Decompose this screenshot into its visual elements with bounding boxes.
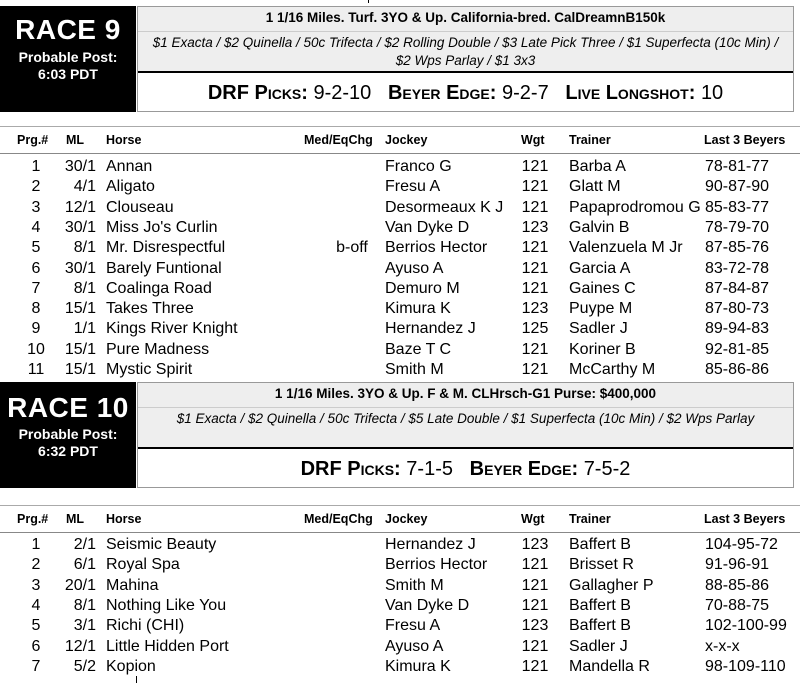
race10-info-box [137,382,794,488]
race9-post-label: Probable Post: [18,49,118,65]
cell-ml: 3/1 [73,617,96,635]
col-beyers: Last 3 Beyers [704,133,786,147]
cell-prg: 8 [31,300,41,318]
cell-ml: 8/1 [73,239,96,257]
cell-horse: Kopion [106,657,156,675]
cell-prg: 7 [31,657,41,675]
cell-wgt: 121 [521,198,549,216]
cell-beyers: 87-85-76 [705,239,770,257]
top-rule [368,0,369,3]
cell-jockey: Fresu A [385,178,441,196]
cell-horse: Mystic Spirit [106,361,193,378]
cell-prg: 4 [31,218,41,236]
cell-trainer: Gaines C [569,279,636,297]
cell-trainer: Mandella R [569,657,650,675]
cell-wgt: 121 [521,158,549,175]
cell-wgt: 121 [521,340,549,358]
cell-prg: 7 [31,279,41,297]
table-row [0,218,800,238]
cell-prg: 10 [27,340,45,358]
race10-header [0,382,800,488]
race10-post-time: 6:32 PDT [38,443,98,459]
cell-trainer: Galvin B [569,218,630,236]
cell-prg: 1 [31,536,41,553]
table-row [0,616,800,636]
col-ml: ML [66,512,85,526]
cell-wgt: 121 [521,361,549,378]
table-row [0,299,800,319]
cell-horse: Barely Funtional [106,259,222,277]
cell-jockey: Van Dyke D [385,218,470,236]
race9-post-time: 6:03 PDT [38,66,98,82]
race10-title-block [0,382,136,488]
cell-jockey: Kimura K [385,657,451,675]
cell-wgt: 123 [521,300,549,318]
race9-longshot: 10 [700,82,724,104]
cell-horse: Aligato [106,178,155,196]
race9-title-block [0,6,136,112]
col-horse: Horse [106,133,142,147]
race10-conditions: 1 1/16 Miles. 3YO & Up. F & M. CLHrsch-G1 Purse: $400,000 [138,383,793,408]
cell-wgt: 121 [521,178,549,196]
table-row [0,555,800,575]
col-ml: ML [66,133,85,147]
cell-jockey: Smith M [385,576,444,594]
cell-horse: Takes Three [106,300,194,318]
cell-jockey: Smith M [385,361,444,378]
cell-ml: 5/2 [73,657,96,675]
bottom-rule [136,676,137,683]
cell-beyers: 87-84-87 [705,279,770,297]
cell-trainer: McCarthy M [569,361,656,378]
table-row [0,259,800,279]
cell-trainer: Papaprodromou G [569,198,701,216]
cell-ml: 30/1 [64,158,96,175]
cell-horse: Clouseau [106,198,174,216]
cell-wgt: 121 [521,259,549,277]
race9-wagers: $1 Exacta / $2 Quinella / 50c Trifecta / $2 Rolling Double / $3 Late Pick Three / $1 Superfecta (10c Min) / $2 Wps Parlay / $1 3x3 [138,32,793,74]
cell-trainer: Sadler J [569,320,628,338]
cell-trainer: Brisset R [569,556,634,574]
cell-beyers: 104-95-72 [705,536,778,553]
race9-drf-picks-label: DRF Picks: [207,82,308,104]
cell-jockey: Hernandez J [385,320,476,338]
cell-med: b-off [336,239,368,257]
cell-jockey: Franco G [385,158,452,175]
cell-horse: Royal Spa [106,556,180,574]
cell-ml: 12/1 [64,637,96,655]
race9-beyer-edge: 9-2-7 [502,82,549,104]
cell-jockey: Kimura K [385,300,451,318]
cell-jockey: Berrios Hector [385,556,488,574]
race9-info-box [137,6,794,112]
cell-trainer: Garcia A [569,259,631,277]
cell-horse: Miss Jo's Curlin [106,218,218,236]
cell-wgt: 121 [521,576,549,594]
cell-ml: 12/1 [64,198,96,216]
race10-picks-line [138,447,793,487]
race9-conditions: 1 1/16 Miles. Turf. 3YO & Up. California-bred. CalDreamnB150k [138,7,793,32]
table-row [0,177,800,197]
cell-prg: 5 [31,239,41,257]
cell-ml: 30/1 [64,259,96,277]
cell-trainer: Baffert B [569,596,631,614]
cell-wgt: 121 [521,556,549,574]
col-jockey: Jockey [385,133,428,147]
cell-jockey: Desormeaux K J [385,198,504,216]
cell-horse: Richi (CHI) [106,617,185,635]
cell-beyers: 98-109-110 [705,657,786,675]
cell-wgt: 125 [521,320,549,338]
cell-prg: 2 [31,178,41,196]
cell-beyers: 92-81-85 [705,340,770,358]
cell-ml: 1/1 [73,320,96,338]
table-row [0,319,800,339]
cell-prg: 4 [31,596,41,614]
cell-beyers: 85-83-77 [705,198,770,216]
col-wgt: Wgt [521,512,545,526]
cell-trainer: Gallagher P [569,576,654,594]
race9-beyer-edge-label: Beyer Edge: [387,82,497,104]
race10-column-header [0,505,800,533]
cell-beyers: 87-80-73 [705,300,770,318]
cell-beyers: 78-81-77 [705,158,770,175]
col-prg: Prg.# [17,133,49,147]
race9-longshot-label: Live Longshot: [565,82,696,104]
table-row [0,340,800,360]
table-row [0,576,800,596]
cell-trainer: Sadler J [569,637,628,655]
cell-ml: 30/1 [64,218,96,236]
cell-trainer: Glatt M [569,178,621,196]
cell-trainer: Baffert B [569,617,631,635]
cell-horse: Mr. Disrespectful [106,239,226,257]
cell-prg: 5 [31,617,41,635]
cell-prg: 9 [31,320,41,338]
cell-horse: Pure Madness [106,340,210,358]
cell-ml: 15/1 [64,340,96,358]
cell-horse: Annan [106,158,153,175]
cell-prg: 2 [31,556,41,574]
cell-wgt: 123 [521,536,549,553]
race9-drf-picks: 9-2-10 [313,82,372,104]
table-row [0,596,800,616]
cell-horse: Coalinga Road [106,279,212,297]
cell-beyers: 90-87-90 [705,178,770,196]
table-row [0,157,800,177]
table-row [0,238,800,258]
cell-ml: 8/1 [73,279,96,297]
cell-wgt: 121 [521,637,549,655]
cell-ml: 15/1 [64,361,96,378]
cell-wgt: 121 [521,279,549,297]
cell-beyers: 102-100-99 [705,617,787,635]
cell-beyers: 70-88-75 [705,596,770,614]
cell-horse: Little Hidden Port [106,637,229,655]
cell-beyers: x-x-x [705,637,740,655]
cell-jockey: Berrios Hector [385,239,488,257]
cell-prg: 3 [31,576,41,594]
cell-ml: 20/1 [64,576,96,594]
cell-prg: 6 [31,259,41,277]
cell-trainer: Valenzuela M Jr [569,239,683,257]
cell-ml: 4/1 [73,178,96,196]
cell-ml: 15/1 [64,300,96,318]
race10-drf-picks-label: DRF Picks: [300,458,401,480]
cell-beyers: 88-85-86 [705,576,770,594]
cell-wgt: 121 [521,239,549,257]
table-row [0,279,800,299]
cell-horse: Seismic Beauty [106,536,217,553]
cell-horse: Mahina [106,576,159,594]
race10-beyer-edge-label: Beyer Edge: [469,458,579,480]
cell-wgt: 123 [521,218,549,236]
cell-prg: 1 [31,158,41,175]
table-row [0,637,800,657]
cell-prg: 3 [31,198,41,216]
cell-beyers: 91-96-91 [705,556,770,574]
cell-beyers: 85-86-86 [705,361,770,378]
cell-ml: 6/1 [73,556,96,574]
col-jockey: Jockey [385,512,428,526]
cell-trainer: Barba A [569,158,626,175]
col-trainer: Trainer [569,133,611,147]
cell-wgt: 121 [521,657,549,675]
cell-ml: 8/1 [73,596,96,614]
race9-header [0,6,800,112]
col-med: Med/EqChg [304,133,373,147]
table-row [0,535,800,555]
cell-ml: 2/1 [73,536,96,553]
col-prg: Prg.# [17,512,49,526]
col-beyers: Last 3 Beyers [704,512,786,526]
cell-jockey: Ayuso A [385,637,444,655]
race10-beyer-edge: 7-5-2 [583,458,631,480]
cell-beyers: 78-79-70 [705,218,770,236]
race9-title: RACE 9 [15,14,121,45]
col-wgt: Wgt [521,133,545,147]
cell-trainer: Puype M [569,300,633,318]
cell-jockey: Baze T C [385,340,452,358]
cell-beyers: 83-72-78 [705,259,770,277]
cell-wgt: 123 [521,617,549,635]
cell-jockey: Ayuso A [385,259,444,277]
cell-jockey: Van Dyke D [385,596,470,614]
table-row [0,360,800,380]
cell-prg: 6 [31,637,41,655]
table-row [0,657,800,677]
cell-trainer: Koriner B [569,340,636,358]
race10-title: RACE 10 [7,392,129,423]
race9-column-header [0,126,800,154]
cell-horse: Kings River Knight [106,320,238,338]
table-row [0,198,800,218]
race10-drf-picks: 7-1-5 [406,458,453,480]
col-trainer: Trainer [569,512,611,526]
race10-post-label: Probable Post: [18,426,118,442]
col-med: Med/EqChg [304,512,373,526]
cell-wgt: 121 [521,596,549,614]
race9-picks-line [138,71,793,111]
cell-jockey: Fresu A [385,617,441,635]
cell-jockey: Hernandez J [385,536,476,553]
race10-wagers: $1 Exacta / $2 Quinella / 50c Trifecta / $5 Late Double / $1 Superfecta (10c Min) / $2 Wps Parlay [138,408,793,450]
cell-trainer: Baffert B [569,536,631,553]
cell-beyers: 89-94-83 [705,320,770,338]
cell-jockey: Demuro M [385,279,460,297]
cell-horse: Nothing Like You [106,596,227,614]
col-horse: Horse [106,512,142,526]
cell-prg: 11 [27,361,45,378]
